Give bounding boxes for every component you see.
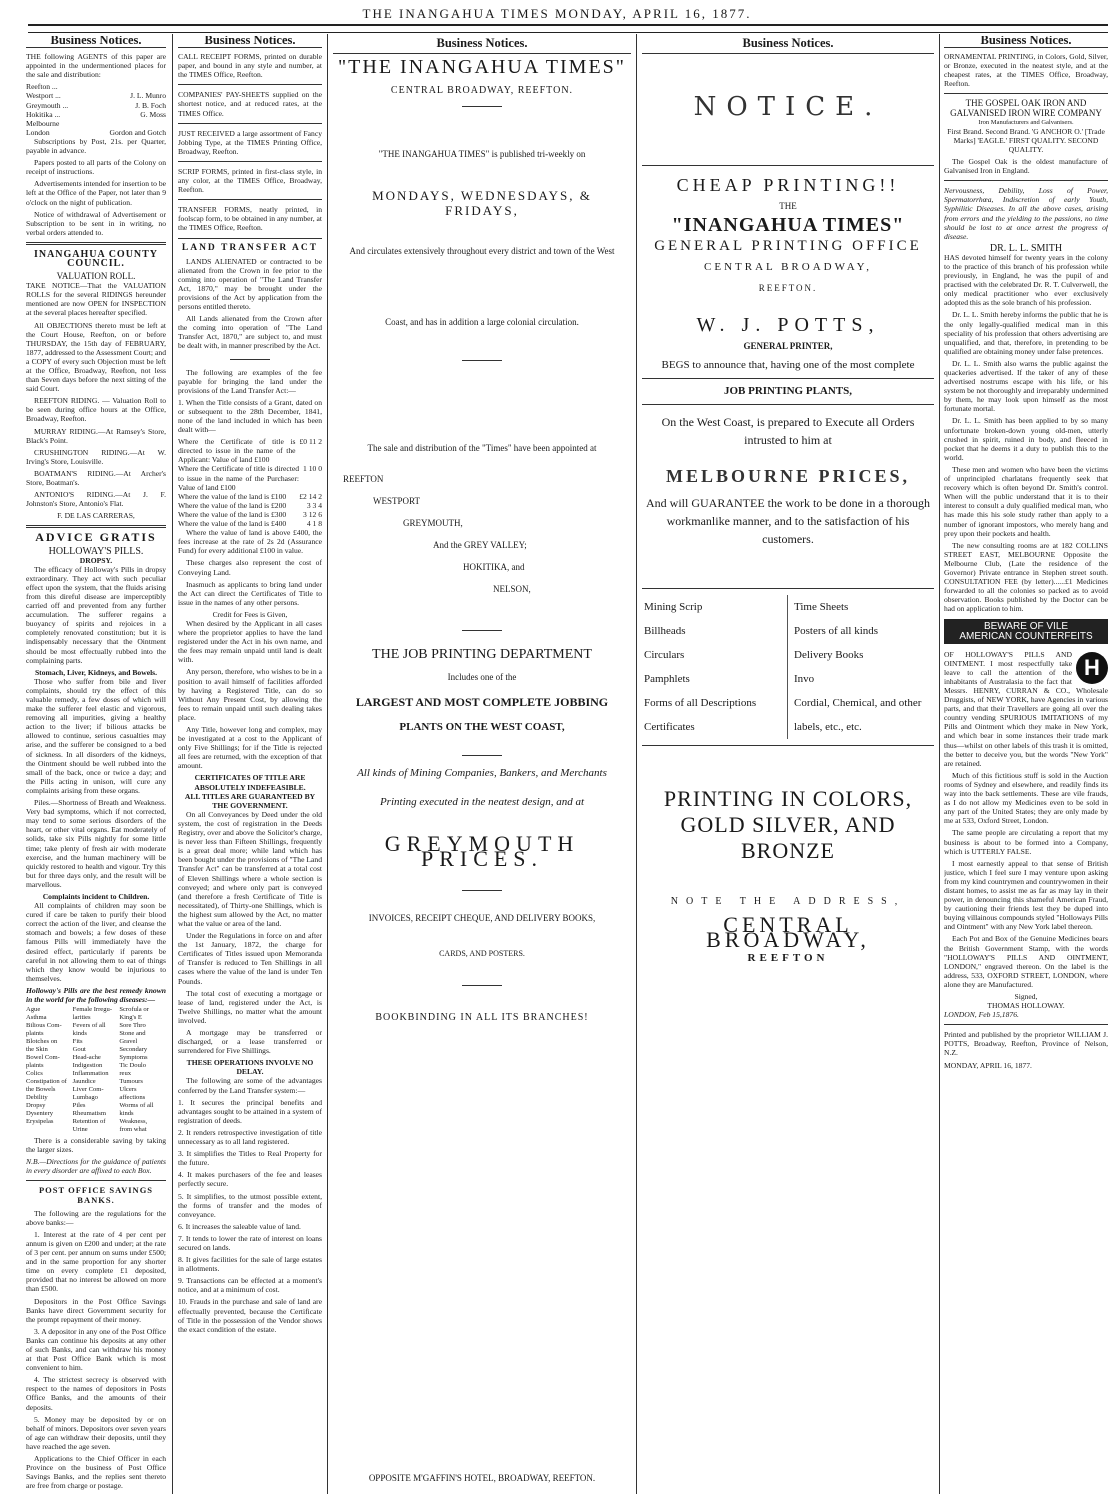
guaranteed-title: ALL TITLES ARE GUARANTEED BY THE GOVERNMENT. bbox=[184, 791, 316, 810]
savings-bank-rule: Depositors in the Post Office Savings Banks have direct Government security for the prompt repayment of their money. bbox=[26, 1296, 166, 1324]
disease-cell: Fevers of all bbox=[72, 1022, 106, 1030]
separator bbox=[642, 745, 934, 746]
remedy-title: Holloway's Pills are the best remedy known in the world for the following diseases:— bbox=[26, 985, 166, 1004]
invoices-note: INVOICES, RECEIPT CHEQUE, AND DELIVERY BOOKS, bbox=[368, 913, 596, 923]
disease-cell: Colics bbox=[26, 1070, 43, 1078]
advantage-item: 4. It makes purchasers of the fee and leases perfectly secure. bbox=[178, 1170, 322, 1189]
column-heading: Business Notices. bbox=[944, 36, 1108, 48]
fee-label: Where the value of the land is £400 bbox=[178, 519, 287, 529]
advantage-item: 8. It gives facilities for the sale of large estates in allotments. bbox=[178, 1255, 322, 1274]
circulation-note: And circulates extensively throughout every district and town of the West bbox=[349, 246, 615, 256]
fee-row bbox=[178, 501, 322, 510]
credit-body-2: Any person, therefore, who wishes to be in a position to avail himself of facilities afforded by having a Registered Title, can do so Without Any Present Cost, by allowing the fees to remain unpaid until such dealing takes place. bbox=[178, 667, 322, 722]
disease-cell: the Bowels bbox=[26, 1086, 56, 1094]
doctor-victims: These men and women who have been the victims of unprincipled charlatans frequently seek that recovery which is often beyond Dr. Smith's control. When will the public understand that it is to their interest to consult a duly qualified medical man, who has made this his sole study rather than apply to a number of ignorant impostors, who merely hang and prey upon their pockets and health. bbox=[944, 464, 1108, 538]
doctor-quackery: Dr. L. L. Smith also warns the public against the quackeries advertised. If the taker of any of these advertised nostrums escape with his life, or his system be not thoroughly and irreparably undermined by them, he may look upon himself as the most fortunate mortal. bbox=[944, 358, 1108, 414]
disease-cell: Scrofula or bbox=[119, 1006, 149, 1014]
holloway-trade-mark-icon: H bbox=[1076, 652, 1108, 684]
notice-title: NOTICE. bbox=[693, 92, 883, 122]
disease-cell: Worms of all bbox=[119, 1102, 154, 1110]
fee-row bbox=[178, 519, 322, 528]
disease-cell: Ague bbox=[26, 1006, 41, 1014]
agent-row bbox=[26, 119, 166, 128]
column-divider bbox=[939, 34, 940, 1494]
holloway-warning-3: The same people are circulating a report that my business is about to be formed into a Company, which is UTTERLY FALSE. bbox=[944, 828, 1108, 856]
column-2 bbox=[178, 36, 322, 1494]
service-item: Mining Scrip bbox=[642, 595, 788, 619]
office-town: REEFTON. bbox=[758, 283, 818, 293]
disease-cell: Weakness, bbox=[119, 1118, 148, 1126]
disease-cell: Dysentery bbox=[26, 1110, 54, 1118]
largest-note: LARGEST AND MOST COMPLETE JOBBING bbox=[355, 695, 609, 709]
disease-cell: Sore Thro bbox=[119, 1022, 146, 1030]
fee-value: 3 3 4 bbox=[306, 500, 322, 510]
service-item: Time Sheets bbox=[794, 601, 849, 613]
service-item: Invo bbox=[794, 673, 815, 685]
piles-body: Piles.—Shortness of Breath and Weakness. Very bad symptoms, which if not corrected, may tend to some serious disorders of the heart, or other vital organs. Eat moderately of solids, take six Pills nightly for some little time; take plenty of fresh air with moderate exercise, and the human machinery will be quickly restored to health and vigour. Try this but for three days only, and the result will be marvellous. bbox=[26, 798, 166, 889]
disease-cell: Rheumatism bbox=[72, 1110, 106, 1118]
beware-line-2: AMERICAN COUNTERFEITS bbox=[959, 630, 1093, 642]
fee-label: Where the value of the land is £200 bbox=[178, 500, 287, 510]
disease-cell: Debility bbox=[26, 1094, 48, 1102]
separator bbox=[642, 165, 934, 166]
nervousness-note: Nervousness, Debility, Loss of Power, Spermatorrhœa, Indiscretion of early Youth, Syphilitic Diseases. In all the above cases, arising from errors and the yielding to the passions, no time should be lost to at once arrest the progress of disease. bbox=[944, 186, 1108, 241]
gospel-oak-subtitle: Iron Manufacturers and Galvanisers. bbox=[978, 118, 1074, 126]
column-heading: Business Notices. bbox=[26, 36, 166, 48]
newspaper-address: CENTRAL BROADWAY, REEFTON. bbox=[390, 85, 574, 96]
advertisement-rule: Advertisements intended for insertion to be left at the Office of the Paper, not later than 9 o'clock on the night of publication. bbox=[26, 179, 166, 207]
announcement: BEGS to announce that, having one of the most complete bbox=[661, 359, 915, 371]
diseases-table bbox=[26, 1006, 166, 1134]
doctor-body: HAS devoted himself for twenty years in the colony to the practice of this branch of his profession while previously, in England, he was the pupil of and practised with the celebrated Dr. R. T. Culverwell, the only medical practitioner who ever exclusively adopted this as the sole branch of his profession. bbox=[944, 252, 1108, 308]
fee-label: Where the Certificate of title is directed to issue in the name of the Purchaser: Value of land £100 bbox=[178, 464, 300, 492]
cheap-printing-title: CHEAP PRINTING!! bbox=[676, 175, 900, 195]
guarantee-note: And will GUARANTEE the work to be done in a thorough workmanlike manner, and to the satisfaction of his customers. bbox=[646, 496, 930, 546]
issue-date: MONDAY, APRIL 16, 1877. bbox=[944, 1060, 1032, 1070]
column-divider bbox=[327, 34, 328, 1494]
separator bbox=[462, 360, 502, 361]
land-transfer-body-2: All Lands alienated from the Crown after the coming into operation of "The Land Transfer Act, 1870," are subject to, and must be dealt with, in manner prescribed by the Act. bbox=[178, 314, 322, 351]
newspaper-title: "THE INANGAHUA TIMES" bbox=[338, 56, 626, 78]
agent-place: Melbourne bbox=[26, 118, 60, 128]
separator bbox=[178, 84, 322, 85]
address-street: CENTRAL BROADWAY, bbox=[706, 912, 870, 952]
agents-list bbox=[26, 82, 166, 137]
agent-row bbox=[26, 82, 166, 91]
column-4 bbox=[642, 36, 934, 1494]
advantage-item: 2. It renders retrospective investigation of title unnecessary as to all land registered. bbox=[178, 1127, 322, 1147]
agent-place: London bbox=[26, 127, 50, 137]
service-item: Forms of all Descriptions bbox=[642, 691, 788, 715]
disease-cell: Stone and bbox=[119, 1030, 146, 1038]
children-body: All complaints of children may soon be cured if care be taken to purify their blood correct the action of the liver, and cleanse the stomach and bowels; a few doses of these famous Pills will immediately have the desired effect, particularly if parents be careful in not allowing them to eat of things which they know would be injurious to themselves. bbox=[26, 901, 166, 983]
separator bbox=[462, 106, 502, 107]
doctor-warning: Dr. L. L. Smith hereby informs the public that he is the only legally-qualified medical man in this speciality of his profession that others advertising are unqualified, and that, therefore, in pretending to be qualified are obtaining money under false pretences. bbox=[944, 310, 1108, 356]
the-label: THE bbox=[779, 201, 797, 211]
disease-cell: Tic Doulo bbox=[119, 1062, 147, 1070]
printing-office-title: GENERAL PRINTING OFFICE bbox=[654, 238, 922, 254]
service-item: Cordial, Chemical, and other bbox=[794, 697, 922, 709]
disease-cell: Fits bbox=[72, 1038, 83, 1046]
sale-place: And the GREY VALLEY; bbox=[433, 540, 527, 550]
guaranteed-body: On all Conveyances by Deed under the old system, the cost of registration in the Deeds Registry, over and above the Solicitor's charge, is never less than Fifteen Shillings, frequently is a great deal more; while land which has been bought under the provisions of "The Land Transfer Act" can be transferred at a total cost of Eleven Shillings where a whole section is conveyed; and where only part is conveyed (and therefore a fresh Certificate of Title is necessitated), of Thirty-one Shillings, which is the highest sum allowed by the Act, no matter what the value or area of the land. bbox=[178, 809, 322, 928]
separator bbox=[944, 1024, 1108, 1025]
disease-cell: larities bbox=[72, 1014, 91, 1022]
fees-note: Where the value of land is above £400, the fees increase at the rate of 2s 2d (Assurance Fund) for every additional £100 in value. bbox=[178, 528, 322, 556]
separator bbox=[642, 588, 934, 589]
council-signature: F. DE LAS CARRERAS, bbox=[57, 511, 135, 521]
fee-value: 3 12 6 bbox=[303, 509, 322, 519]
address-town: REEFTON bbox=[747, 952, 829, 964]
publication-days: MONDAYS, WEDNESDAYS, & FRIDAYS, bbox=[372, 188, 592, 218]
disease-cell: Bowel Com- bbox=[26, 1054, 60, 1062]
service-item: Billheads bbox=[642, 619, 788, 643]
agent-place: Hokitika ... bbox=[26, 109, 61, 119]
advantage-item: 6. It increases the saleable value of land. bbox=[178, 1221, 301, 1231]
separator bbox=[230, 359, 270, 360]
address-note: NOTE THE ADDRESS, bbox=[670, 896, 906, 907]
savings-bank-rule: 3. A depositor in any one of the Post Office Banks can continue his deposits at any other of such Banks, and can withdraw his money at that Post Office Bank which is most convenient to him. bbox=[26, 1326, 166, 1373]
agents-intro: THE following AGENTS of this paper are appointed in the undermentioned places for the sale and distribution: bbox=[26, 52, 166, 80]
separator bbox=[178, 123, 322, 124]
dropsy-title: DROPSY. bbox=[79, 555, 113, 565]
disease-cell: Piles bbox=[72, 1102, 86, 1110]
separator bbox=[462, 890, 502, 891]
gospel-oak-body: The Gospel Oak is the oldest manufacture of Galvanised Iron in England. bbox=[944, 157, 1108, 176]
column-heading: Business Notices. bbox=[178, 36, 322, 48]
disease-cell: the Skin bbox=[26, 1046, 48, 1054]
fees-table bbox=[178, 437, 322, 528]
gospel-oak-title: THE GOSPEL OAK IRON AND GALVANISED IRON WIRE COMPANY bbox=[950, 98, 1102, 118]
job-plants: JOB PRINTING PLANTS, bbox=[723, 385, 853, 397]
service-item: Circulars bbox=[642, 643, 788, 667]
service-item: Pamphlets bbox=[642, 667, 788, 691]
sale-place: NELSON, bbox=[493, 584, 531, 594]
cards-note: CARDS, AND POSTERS. bbox=[439, 949, 525, 958]
valuation-body: TAKE NOTICE—That the VALUATION ROLLS for the several RIDINGS hereunder mentioned are now OPEN for INSPECTION at the several places hereafter specified. bbox=[26, 281, 166, 318]
withdrawal-note: Notice of withdrawal of Advertisement or Subscription to be sent in in writing, no verbal orders attended to. bbox=[26, 209, 166, 237]
disease-cell: Symptoms bbox=[119, 1054, 148, 1062]
disease-cell: plaints bbox=[26, 1062, 44, 1070]
holloway-warning-5: Each Pot and Box of the Genuine Medicines bears the British Government Stamp, with the words "HOLLOWAY'S PILLS AND OINTMENT, LONDON," engraved thereon. On the label is the address, 533, OXFORD STREET, LONDON, where alone they are Manufactured. bbox=[944, 934, 1108, 989]
agent-name: J. B. Foch bbox=[135, 100, 166, 110]
fee-row bbox=[178, 492, 322, 501]
column-divider bbox=[172, 34, 173, 1494]
call-receipt-notice: CALL RECEIPT FORMS, printed on durable paper, and bound in any style and number, at the TIMES Office, Reefton. bbox=[178, 52, 322, 80]
disease-cell: Jaundice bbox=[72, 1078, 96, 1086]
disease-cell: from what bbox=[119, 1126, 147, 1134]
separator bbox=[26, 242, 166, 245]
agent-name: G. Moss bbox=[140, 109, 166, 119]
disease-cell bbox=[26, 1126, 73, 1134]
advice-title: ADVICE GRATIS bbox=[35, 530, 157, 545]
land-transfer-title: LAND TRANSFER ACT bbox=[181, 242, 319, 253]
disease-cell: Female Irregu- bbox=[72, 1006, 113, 1014]
separator bbox=[462, 985, 502, 986]
fee-label: Where the Certificate of title is directed to issue in the name of the Applicant: Value of land £100 bbox=[178, 437, 296, 465]
holloway-title: HOLLOWAY'S PILLS. bbox=[48, 545, 144, 557]
scrip-forms-notice: SCRIP FORMS, printed in first-class style, in any color, at the TIMES Office, Broadway, Reefton. bbox=[178, 166, 322, 195]
disease-cell: Tumours bbox=[119, 1078, 143, 1086]
regulations-note: Under the Regulations in force on and after the 1st January, 1872, the charge for Certificates of Titles issued upon Memoranda of Transfer is reduced to Ten Shillings in all cases where the value of the land is under Ten Pounds. bbox=[178, 931, 322, 986]
disease-cell: Asthma bbox=[26, 1014, 47, 1022]
disease-cell: King's E bbox=[119, 1014, 142, 1022]
melbourne-prices: MELBOURNE PRICES, bbox=[665, 466, 911, 486]
column-heading: Business Notices. bbox=[333, 36, 631, 54]
fee-row bbox=[178, 464, 322, 491]
riding-entry: ANTONIO'S RIDING.—At J. F. Johnston's Store, Antonio's Flat. bbox=[26, 490, 166, 509]
fee-value: 4 1 8 bbox=[306, 519, 322, 529]
separator bbox=[178, 199, 322, 200]
services-list bbox=[642, 595, 934, 739]
agent-name: J. L. Munro bbox=[130, 91, 166, 101]
ornamental-printing: ORNAMENTAL PRINTING, in Colors, Gold, Silver, or Bronze, executed in the neatest style, and at the cheapest rates, at the TIMES Office, Broadway, Reefton. bbox=[944, 52, 1108, 89]
potts-name: W. J. POTTS, bbox=[696, 314, 880, 336]
riding-entry: BOATMAN'S RIDING.—At Archer's Store, Boatman's. bbox=[26, 468, 166, 488]
disease-cell: Blotches on bbox=[26, 1038, 58, 1046]
bookbinding-note: BOOKBINDING IN ALL ITS BRANCHES! bbox=[375, 1012, 589, 1023]
jobbing-type-notice: JUST RECEIVED a large assortment of Fancy Jobbing Type, at the TIMES Printing Office, Broadway, Reefton. bbox=[178, 128, 322, 156]
advantages-intro: The following are some of the advantages conferred by the Land Transfer system:— bbox=[178, 1076, 322, 1095]
savings-bank-intro: The following are the regulations for the above banks:— bbox=[26, 1208, 166, 1227]
fees-intro: The following are examples of the fee payable for bringing the land under the provisions of the Land Transfer Act:— bbox=[178, 367, 322, 395]
separator bbox=[178, 161, 322, 162]
printing-note: Printing executed in the neatest design, and at bbox=[379, 796, 585, 808]
holloway-name: THOMAS HOLLOWAY. bbox=[987, 1001, 1065, 1011]
fee-label: Where the value of the land is £100 bbox=[178, 491, 287, 501]
disease-cell: Dropsy bbox=[26, 1102, 46, 1110]
conveying-note: These charges also represent the cost of Conveying Land. bbox=[178, 558, 322, 577]
disease-cell: Gout bbox=[72, 1046, 86, 1054]
beware-line-1: BEWARE OF VILE bbox=[983, 621, 1069, 633]
total-cost-note: The total cost of executing a mortgage or lease of land, registered under the Act, is Twelve Shillings, no matter what the amount involved. bbox=[178, 988, 322, 1025]
circulation-note-2: Coast, and has in addition a large colonial circulation. bbox=[385, 317, 579, 327]
mortgage-note: A mortgage may be transferred or discharged, or a lease transferred or surrendered for Five Shillings. bbox=[178, 1028, 322, 1056]
disease-cell: Constipation of bbox=[26, 1078, 67, 1086]
separator bbox=[642, 404, 934, 405]
fees-condition: 1. When the Title consists of a Grant, dated on or subsequent to the 28th December, 1841, none of the land included in which has been dealt with— bbox=[178, 397, 322, 435]
signed-label: Signed, bbox=[1014, 992, 1038, 1001]
disease-cell: Inflammation bbox=[72, 1070, 109, 1078]
beware-banner bbox=[944, 619, 1108, 643]
savings-bank-rule: 4. The strictest secrecy is observed with respect to the names of depositors in Posts Office Banks, and the amounts of their deposits. bbox=[26, 1375, 166, 1412]
disease-cell: Lumbago bbox=[72, 1094, 98, 1102]
land-transfer-body: LANDS ALIENATED or contracted to be alienated from the Crown in fee prior to the coming into operation of "The Land Transfer Act, 1870," may be brought under the provisions of the Act by application from the persons entitled thereto. bbox=[178, 256, 322, 312]
fee-row bbox=[178, 437, 322, 464]
ridings-list bbox=[26, 396, 166, 508]
transfer-forms-notice: TRANSFER FORMS, neatly printed, in foolscap form, to be obtained in any number, at the TIMES Office, Reefton. bbox=[178, 205, 322, 233]
advantage-item: 10. Frauds in the purchase and sale of land are effectually prevented, because the Certificate of Title in the possession of the Vendor shows the exact condition of the estate. bbox=[178, 1297, 322, 1334]
disease-cell: Urine bbox=[72, 1126, 88, 1134]
job-printing-title: THE JOB PRINTING DEPARTMENT bbox=[372, 647, 592, 662]
disease-cell: Retention of bbox=[72, 1118, 106, 1126]
agent-row bbox=[26, 128, 166, 137]
fee-row bbox=[178, 510, 322, 519]
stomach-title: Stomach, Liver, Kidneys, and Bowels. bbox=[34, 667, 158, 677]
objections: All OBJECTIONS thereto must be left at the Court House, Reefton, on or before THURSDAY, the 15th day of FEBRUARY, 1877, addressed to the Assessment Court; and a COPY of every such Objection must be left at the Office, Broadway, Reefton, not less than Seven days before the next sitting of the said Court. bbox=[26, 320, 166, 394]
column-1 bbox=[26, 36, 166, 1494]
disease-cell: reux bbox=[119, 1070, 132, 1078]
nb-note: N.B.—Directions for the guidance of patients in every disorder are affixed to each Box. bbox=[26, 1157, 166, 1176]
sale-places bbox=[333, 468, 631, 600]
printer-imprint: Printed and published by the proprietor WILLIAM J. POTTS, Broadway, Reefton, Province of Nelson, N.Z. bbox=[944, 1030, 1108, 1058]
advantages-list bbox=[178, 1098, 322, 1334]
savings-bank-rule: 1. Interest at the rate of 4 per cent per annum is given on £200 and under; at the rate of 3 per cent. per annum on sums under £500; and in the same proportion for any shorter time on every complete £1 deposited, provided that no interest be allowed on more than £500. bbox=[26, 1229, 166, 1294]
gospel-oak-brands: First Brand. Second Brand. 'G ANCHOR O.' [Trade Marks] 'EAGLE.' FIRST QUALITY. SECOND QUALITY. bbox=[947, 126, 1105, 154]
column-3 bbox=[333, 36, 631, 1494]
doctor-rooms: The new consulting rooms are at 182 COLLINS STREET EAST, MELBOURNE Opposite the Melbourne Club, (Late the residence of the Governor) Private entrance in Stephen street south. CONSULTATION FEE (by letter)......£1 Medicines forwarded to all the colonies so packed as to avoid observation. Books published by the Doctor can be had on application to him. bbox=[944, 540, 1108, 614]
agent-row bbox=[26, 101, 166, 110]
masthead-rule-bottom bbox=[28, 32, 1108, 33]
disease-cell: plaints bbox=[26, 1030, 44, 1038]
agent-name: Gordon and Gotch bbox=[109, 127, 166, 137]
subscription-note: Subscriptions by Post, 21s. per Quarter, payable in advance. bbox=[26, 136, 166, 156]
masthead: THE INANGAHUA TIMES MONDAY, APRIL 16, 1877. bbox=[362, 6, 752, 21]
sale-place: HOKITIKA, and bbox=[463, 562, 525, 572]
holloway-warning-4: I most earnestly appeal to that sense of British justice, which I feel sure I may venture upon asking from my kind countrymen and countrywomen in their distant homes, to assist me as far as may lay in their power, in denouncing this shameful American Fraud, by cautioning their friends lest they be duped into buying villainous compounds styled "Holloways Pills and Ointment" with any New York label thereon. bbox=[944, 858, 1108, 932]
title-investigation: Any Title, however long and complex, may be investigated at a cost to the Applicant of only Five Shillings; for if the Title is rejected all fees are returned, with the exception of that amount. bbox=[178, 725, 322, 771]
disease-cell: affections bbox=[119, 1094, 146, 1102]
papers-note: Papers posted to all parts of the Colony on receipt of instructions. bbox=[26, 158, 166, 177]
valuation-title: VALUATION ROLL. bbox=[56, 271, 136, 282]
separator bbox=[944, 180, 1108, 181]
disease-cell: Head-ache bbox=[72, 1054, 101, 1062]
service-item: labels, etc., etc. bbox=[794, 721, 862, 733]
separator bbox=[178, 238, 322, 239]
savings-bank-rule: Applications to the Chief Officer in each Province on the business of Post Office Savings Banks, and the replies sent thereto are free from charge or postage. bbox=[26, 1454, 166, 1491]
paysheets-notice: COMPANIES' PAY-SHEETS supplied on the shortest notice, and at reduced rates, at the TIMES Office. bbox=[178, 90, 322, 118]
column-divider bbox=[636, 34, 637, 1494]
column-footer: OPPOSITE M'GAFFIN'S HOTEL, BROADWAY, REEFTON. bbox=[368, 1473, 596, 1483]
certificates-title: CERTIFICATES OF TITLE ARE ABSOLUTELY INDEFEASIBLE. bbox=[194, 773, 306, 792]
sale-place: WESTPORT bbox=[373, 496, 420, 506]
greymouth-prices: GREYMOUTH PRICES. bbox=[384, 831, 580, 871]
fee-value: £2 14 2 bbox=[299, 491, 322, 501]
council-title: INANGAHUA COUNTY COUNCIL. bbox=[33, 248, 159, 269]
holloway-warning: OF HOLLOWAY'S PILLS AND OINTMENT. I most respectfully take leave to call the attention of the inhabitants of Australasia to the fact that Messrs. HENRY, CURRAN & CO., Wholesale Druggists, of NEW YORK, have Agencies in various parts, and that their Travellers are going all over the country vending SPURIOUS IMITATIONS of my Pills and Ointment which they make in New York, and which bear in some instances their trade mark thus—whilst on other labels of this trash it is omitted, the better to deceive you, but the words "New York" are retained. bbox=[944, 649, 1108, 768]
separator bbox=[944, 93, 1108, 94]
advantage-item: 1. It secures the principal benefits and advantages sought to be attained in a system of registration of deeds. bbox=[178, 1097, 322, 1125]
dropsy-body: The efficacy of Holloway's Pills in dropsy extraordinary. They act with such peculiar effect upon the system, that the fluids arising from this direful disease are imperceptibly carried off and prevented from any further accumulation. The sufferer regains a buoyancy of spirits and rejoices in a completely renovated constitution; but it is indispensably necessary that the Ointment should be most effectually rubbed into the complaining parts. bbox=[26, 564, 166, 665]
disease-cell: kinds bbox=[119, 1110, 134, 1118]
column-heading: Business Notices. bbox=[642, 36, 934, 54]
advantage-item: 7. It tends to lower the rate of interest on loans secured on lands. bbox=[178, 1233, 322, 1252]
column-5 bbox=[944, 36, 1108, 1494]
office-address: CENTRAL BROADWAY, bbox=[704, 261, 872, 273]
masthead-rule-top bbox=[28, 24, 1108, 26]
saving-note: There is a considerable saving by taking the larger sizes. bbox=[26, 1136, 166, 1155]
fee-value: 1 10 0 bbox=[303, 464, 322, 474]
doctor-title: DR. L. L. SMITH bbox=[989, 242, 1063, 254]
service-item: Certificates bbox=[642, 715, 788, 739]
delay-title: THESE OPERATIONS INVOLVE NO DELAY. bbox=[186, 1058, 314, 1077]
disease-cell: Ulcers bbox=[119, 1086, 137, 1094]
fee-value: £0 11 2 bbox=[299, 437, 322, 447]
disease-cell: Indigestion bbox=[72, 1062, 103, 1070]
sale-place: GREYMOUTH, bbox=[403, 518, 463, 528]
separator bbox=[462, 630, 502, 631]
service-item: Posters of all kinds bbox=[794, 625, 879, 637]
disease-cell: Secondary bbox=[119, 1046, 148, 1054]
fee-label: Where the value of the land is £300 bbox=[178, 509, 287, 519]
agent-place: Greymouth ... bbox=[26, 100, 69, 110]
riding-entry: CRUSHINGTON RIDING.—At W. Irving's Store, Louisville. bbox=[26, 447, 166, 466]
printer-title: GENERAL PRINTER, bbox=[743, 341, 833, 351]
stomach-body: Those who suffer from bile and liver complaints, should try the effect of this valuable remedy, a few doses of which will make the sufferer feel elastic and vigorous, removing all impurities, giving a healthy action to the liver; if bilious attacks be allowed to continue, serious casualties may arise, and the sufferer be consigned to a bed of sickness. In all disorders of the kidneys, the Ointment should be well rubbed into the small of the back, once or twice a day; and the Pills acting in unison, will cure any complaints arising from these organs. bbox=[26, 676, 166, 795]
agent-row bbox=[26, 91, 166, 100]
mining-companies-note: All kinds of Mining Companies, Bankers, and Merchants bbox=[357, 767, 607, 779]
credit-title: Credit for Fees is Given, bbox=[212, 609, 288, 619]
service-item: Delivery Books bbox=[794, 649, 864, 661]
separator bbox=[26, 1180, 166, 1181]
riding-entry: MURRAY RIDING.—At Ramsey's Store, Black's Point. bbox=[26, 426, 166, 445]
children-title: Complaints incident to Children. bbox=[42, 891, 150, 901]
sale-note: The sale and distribution of the "Times" have been appointed at bbox=[367, 443, 597, 453]
west-coast-note: On the West Coast, is prepared to Execute all Orders intrusted to him at bbox=[661, 415, 915, 447]
times-title: "INANGAHUA TIMES" bbox=[671, 214, 905, 236]
sale-place: REEFTON bbox=[343, 474, 384, 484]
advantage-item: 5. It simplifies, to the utmost possible extent, the forms of transfer and the modes of conveyance. bbox=[178, 1191, 322, 1219]
advantage-item: 3. It simplifies the Titles to Real Property for the future. bbox=[178, 1149, 322, 1168]
disease-cell: Erysipelas bbox=[26, 1118, 54, 1126]
agent-place: Reefton ... bbox=[26, 82, 58, 92]
savings-bank-rule: 5. Money may be deposited by or on behalf of minors. Depositors over seven years of age can withdraw their deposits, until they have reached the age seven. bbox=[26, 1414, 166, 1451]
doctor-request: Dr. L. L. Smith has been applied to by so many unfortunate broken-down young old-men, utterly crushed in spirit, ruined in body, and fleeced in pocket that he deems it a duty to publish this to the world. bbox=[944, 416, 1108, 462]
advantage-item: 9. Transactions can be effected at a moment's notice, and at a minimum of cost. bbox=[178, 1276, 322, 1295]
savings-bank-rules bbox=[26, 1230, 166, 1491]
insurance-note: Inasmuch as applicants to bring land under the Act can direct the Certificates of Title to issue in the names of any other persons. bbox=[178, 579, 322, 607]
agent-row bbox=[26, 110, 166, 119]
disease-cell: Gravel bbox=[119, 1038, 138, 1046]
separator bbox=[462, 755, 502, 756]
agent-place: Westport ... bbox=[26, 91, 61, 101]
disease-cell: kinds bbox=[72, 1030, 87, 1038]
letter-date: LONDON, Feb 15,1876. bbox=[944, 1010, 1019, 1020]
holloway-warning-2: Much of this fictitious stuff is sold in the Auction rooms of Sydney and elsewhere, and readily finds its way into the back settlements. These are vile frauds, as I do not allow my Medicines even to be sold in any part of the United States; they are only made by me at 533, Oxford Street, London. bbox=[944, 770, 1108, 826]
includes-note: Includes one of the bbox=[447, 672, 517, 682]
savings-bank-title: POST OFFICE SAVINGS BANKS. bbox=[38, 1185, 154, 1205]
riding-entry: REEFTON RIDING. — Valuation Roll to be seen during office hours at the Office, Broadway, Reefton. bbox=[26, 396, 166, 424]
credit-body: When desired by the Applicant in all cases where the proprietor applies to have the land registered under the Act in his own name, and the fees may remain unpaid until land is dealt with. bbox=[178, 618, 322, 665]
disease-cell: Bilious Com- bbox=[26, 1022, 62, 1030]
plants-note: PLANTS ON THE WEST COAST, bbox=[399, 721, 565, 733]
published-note: "THE INANGAHUA TIMES" is published tri-weekly on bbox=[378, 149, 586, 159]
separator bbox=[26, 525, 166, 528]
colors-banner: PRINTING IN COLORS, GOLD SILVER, AND BRONZE bbox=[663, 786, 913, 863]
separator bbox=[642, 378, 934, 379]
disease-cell: Liver Com- bbox=[72, 1086, 104, 1094]
